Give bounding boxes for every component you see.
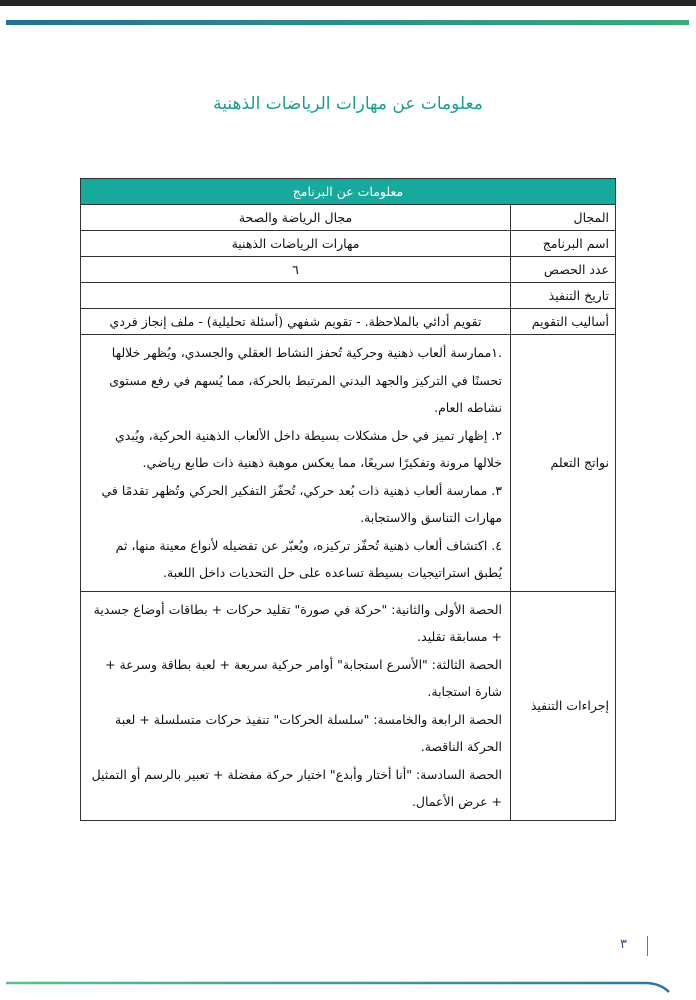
outcomes-list — [81, 335, 511, 592]
table-row — [81, 283, 616, 309]
outcome-item: ٢. إظهار تميز في حل مشكلات بسيطة داخل الألعاب الذهنية الحركية، ويُبدي خلالها مرونة وتفكيرًا سريعًا، مما يعكس موهبة ذهنية ذات طابع رياضي. — [115, 427, 502, 470]
row-label: أساليب التقويم — [511, 309, 616, 335]
table-row-outcomes — [81, 335, 616, 592]
row-label: اسم البرنامج — [511, 231, 616, 257]
header-divider — [6, 20, 689, 25]
procedures-list — [81, 591, 511, 820]
page-title: معلومات عن مهارات الرياضات الذهنية — [213, 94, 483, 114]
procedure-item: الحصة السادسة: "أنا أختار وأبدع" اختيار حركة مفضلة + تعبير بالرسم أو التمثيل + عرض الأعمال. — [91, 766, 502, 809]
procedure-item: الحصة الأولى والثانية: "حركة في صورة" تقليد حركات + بطاقات أوضاع جسدية + مسابقة تقليد. — [93, 601, 502, 644]
table-row — [81, 309, 616, 335]
row-label: المجال — [511, 205, 616, 231]
row-value — [81, 283, 511, 309]
row-value: تقويم أدائي بالملاحظة. - تقويم شفهي (أسئلة تحليلية) - ملف إنجاز فردي — [81, 309, 511, 335]
row-label: إجراءات التنفيذ — [511, 591, 616, 820]
window-top-bar — [0, 0, 696, 6]
program-info-table — [80, 178, 616, 821]
row-label: عدد الحصص — [511, 257, 616, 283]
outcome-item: ٤. اكتشاف ألعاب ذهنية تُحفّز تركيزه، ويُعبّر عن تفضيله لأنواع معينة منها، ثم يُطبق استراتيجيات بسيطة تساعده على حل التحديات داخل اللعبة. — [115, 537, 502, 580]
table-row — [81, 257, 616, 283]
outcome-item: .١ممارسة ألعاب ذهنية وحركية تُحفز النشاط العقلي والجسدي، ويُظهر خلالها تحسنًا في التركيز والجهد البدني المرتبط بالحركة، مما يُسهم في رفع مستوى نشاطه العام. — [109, 345, 502, 415]
row-value: مجال الرياضة والصحة — [81, 205, 511, 231]
table-row-procedures — [81, 591, 616, 820]
table-row — [81, 231, 616, 257]
row-label: تاريخ التنفيذ — [511, 283, 616, 309]
page-number-divider — [647, 936, 648, 956]
row-label: نواتج التعلم — [511, 335, 616, 592]
footer-line — [0, 978, 696, 1000]
row-value: مهارات الرياضات الذهنية — [81, 231, 511, 257]
row-value: ٦ — [81, 257, 511, 283]
procedure-item: الحصة الثالثة: "الأسرع استجابة" أوامر حركية سريعة + لعبة بطاقة وسرعة + شارة استجابة. — [105, 656, 502, 699]
table-header: معلومات عن البرنامج — [81, 179, 616, 205]
table-row — [81, 205, 616, 231]
page-number: ٣ — [620, 937, 627, 952]
procedure-item: الحصة الرابعة والخامسة: "سلسلة الحركات" تنفيذ حركات متسلسلة + لعبة الحركة الناقصة. — [115, 711, 502, 754]
outcome-item: ٣. ممارسة ألعاب ذهنية ذات بُعد حركي، تُحفّز التفكير الحركي وتُظهر تقدمًا في مهارات التناسق والاستجابة. — [101, 482, 502, 525]
